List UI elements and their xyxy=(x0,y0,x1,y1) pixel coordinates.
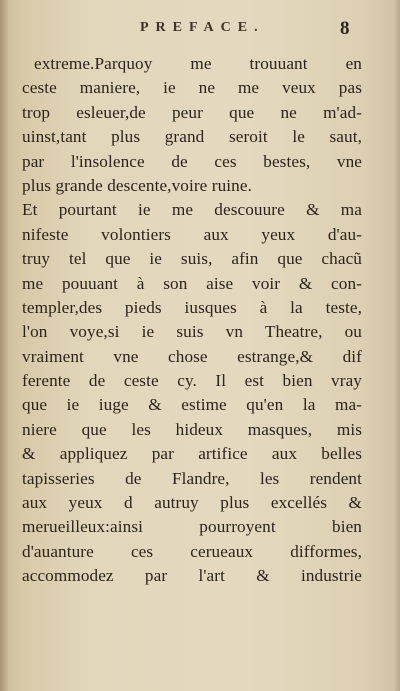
text-line: aux yeux d autruy plus excellés & xyxy=(22,493,362,513)
text-line: d'auanture ces cerueaux difformes, xyxy=(22,541,362,561)
text-line: l'on voye,si ie suis vn Theatre, ou xyxy=(22,322,362,342)
text-line: me pouuant à son aise voir & con- xyxy=(22,273,362,293)
text-line: ceste maniere, ie ne me veux pas xyxy=(22,78,362,98)
text-line: truy tel que ie suis, afin que chacũ xyxy=(22,249,362,269)
text-line: par l'insolence de ces bestes, vne xyxy=(22,151,362,171)
text-line: templer,des pieds iusques à la teste, xyxy=(22,297,362,317)
page-number: 8 xyxy=(340,18,350,39)
text-line: merueilleux:ainsi pourroyent bien xyxy=(22,517,362,537)
text-line: que ie iuge & estime qu'en la ma- xyxy=(22,395,362,415)
running-head: PREFACE. xyxy=(140,20,265,35)
text-line: ferente de ceste cy. Il est bien vray xyxy=(22,371,362,391)
text-line: uinst,tant plus grand seroit le saut, xyxy=(22,127,362,147)
text-line: plus grande descente,voire ruine. xyxy=(22,175,252,195)
text-line: accommodez par l'art & industrie xyxy=(22,566,362,586)
text-line: niere que les hideux masques, mis xyxy=(22,419,362,439)
text-line: tapisseries de Flandre, les rendent xyxy=(22,468,362,488)
body-text xyxy=(22,52,362,589)
text-line: Et pourtant ie me descouure & ma xyxy=(22,200,362,220)
text-line: vraiment vne chose estrange,& dif xyxy=(22,346,362,366)
text-line: nifeste volontiers aux yeux d'au- xyxy=(22,224,362,244)
text-line: trop esleuer,de peur que ne m'ad- xyxy=(22,102,362,122)
page-header xyxy=(0,20,400,56)
text-line: & appliquez par artifice aux belles xyxy=(22,444,362,464)
text-line: extreme.Parquoy me trouuant en xyxy=(34,54,362,73)
